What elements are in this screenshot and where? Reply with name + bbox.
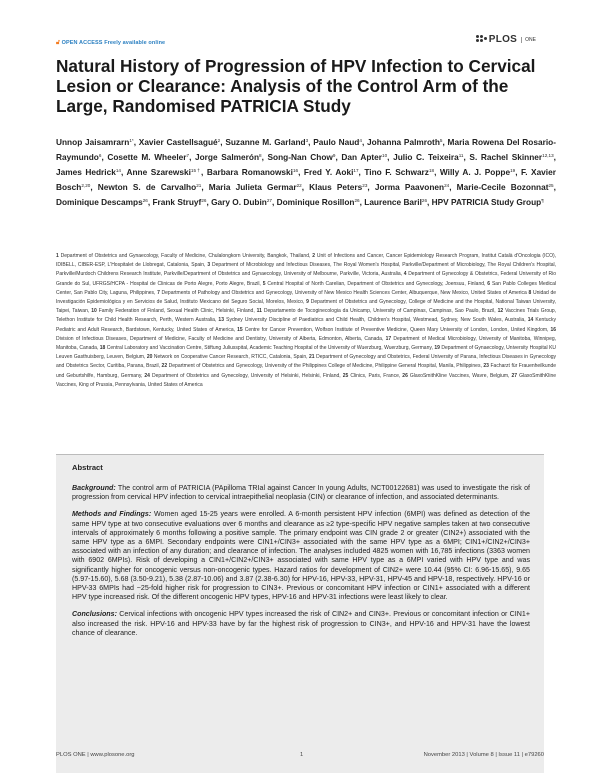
author-affiliation-marker: 2 (217, 138, 221, 143)
abstract-section-label: Methods and Findings: (72, 510, 152, 519)
author-name: Dan Apter (341, 152, 383, 163)
author-affiliation-marker: 6 (98, 153, 102, 159)
affiliation-number: 20 (146, 354, 153, 361)
affiliation-number: 26 (402, 372, 408, 379)
affiliation-number: 8 (528, 289, 532, 296)
author-affiliation-marker: 14 (115, 168, 121, 174)
author-affiliation-marker: 7 (186, 153, 190, 159)
affiliation-number: 18 (99, 345, 106, 352)
open-access-label: OPEN ACCESS Freely available online (61, 40, 166, 46)
author-affiliation-marker: 26 (354, 198, 360, 204)
author-name: Song-Nan Chow (267, 152, 333, 163)
author-name: Jorge Salmerón (195, 152, 260, 163)
author-affiliation-marker: 9 (332, 153, 336, 159)
affiliation-number: 11 (256, 308, 262, 315)
affiliation-text: Department of Obstetrics and Gynecology, University of the Philippines College of Medicine, Philippine General Hospital, Manila, Philippines, (168, 363, 482, 370)
author-name: Julio C. Teixeira (393, 152, 459, 163)
affiliation-number: 27 (511, 372, 518, 379)
author-name: Laurence Baril (364, 197, 422, 208)
author-name: Newton S. de Carvalho (97, 182, 197, 193)
author-list: Unnop Jaisamrarn$^{1*}$, Xavier Castellsagué$^2$, Suzanne M. Garland$^3$, Paulo Naud$^4$, Johanna Palmroth$^5$, Maria Rowena Del Rosario-Raymundo$^6$, Cosette M. Wheeler$^7$, Jorge Salmerón$^8$, Song-Nan Chow$^9$, Dan Apter$^{10}$, Julio C. Teixeira$^{11}$, S. Rachel Skinner$^{12,13}$, James Hedrick$^{14}$, Anne Szarewski$^{15\dagger}$, Barbara Romanowski$^{16}$, Fred Y. Aoki$^{17}$, Tino F. Schwarz$^{18}$, Willy A. J. Poppe$^{19}$, F. Xavier Bosch$^{2,20}$, Newton S. de Carvalho$^{21}$, Maria Julieta Germar$^{22}$, Klaus Peters$^{23}$, Jorma Paavonen$^{24}$, Marie-Cecile Bozonnat$^{25}$, Dominique Descamps$^{26}$, Frank Struyf$^{26}$, Gary O. Dubin$^{27}$, Dominique Rosillon$^{26}$, Laurence Baril$^{26}$, HPV PATRICIA Study Group¶ (56, 137, 556, 208)
abstract-section-label: Background: (72, 484, 116, 492)
author-affiliation-marker: 24 (444, 183, 450, 189)
affiliation-text: Kentucky Pediatric and Adult Research, Bardstown, Kentucky, United States of America, (56, 317, 556, 333)
author-affiliation-marker: 26 (201, 198, 207, 204)
affiliation-text: Department of Gynecology and Obstetrics, Federal University of Parana, Infectious Diseases in Gynecology and Obstetrics Sector, Curitiba, Parana, Brazil, (56, 354, 557, 370)
affiliation-number: 2 (312, 253, 315, 259)
affiliation-text: Unit of Infections and Cancer, Cancer Epidemiology Research Program, Institut Català d'Oncologia (ICO), IDIBELL, CIBER-ESP, L'Hospitalet de Llobregat, Catalonia, Spain, (56, 253, 557, 269)
author-affiliation-marker: 17 (353, 168, 359, 174)
abstract-sections (72, 484, 530, 638)
author-name: James Hedrick (56, 167, 116, 178)
author-name: Suzanne M. Garland (225, 137, 306, 147)
affiliation-number: 24 (144, 372, 150, 379)
author-name: Maria Julieta Germar (208, 182, 297, 193)
author-name: S. Rachel Skinner (469, 152, 543, 163)
author-name: Frank Struyf (152, 197, 202, 208)
affiliation-text: Department of Gynaecology, University Hospital KU Leuven Gasthuisberg, Leuven, Belgium, (56, 345, 557, 361)
affiliation-number: 14 (527, 317, 534, 324)
author-name: Xavier Castellsagué (138, 137, 218, 147)
abstract-section-text: Women aged 15-25 years were enrolled. A 6-month persistent HPV infection (6MPI) was defined as detection of the same HPV type at two consecutive evaluations over 6 months and clearance as ≥2 type-specific HPV negative samples taken at two consecutive intervals of approximately 6 months following a positive sample. The primary endpoint was CIN grade 2 or greater (CIN2+) associated with the same HPV type as a 6MPI. Secondary endpoints were CIN1+/CIN3+ associated with the same HPV type as a 6MPI; CIN1+/CIN2+/CIN3+ associated with an infection of any duration; and clearance of infection. The analyses included 4825 women with 16,785 infections (3363 women with 6902 6MPIs). Risk of developing a CIN1+/CIN2+/CIN3+ associated with same HPV type as a 6MPI varied with HPV type and was significantly higher for oncogenic versus non-oncogenic types. Hazard ratios for development of CIN2+ were 10.44 (95% CI: 6.96-15.65), 9.65 (5.97-15.60), 5.68 (3.50-9.21), 5.38 (2.87-10.06) and 3.87 (2.38-6.30) for HPV-16, HPV-33, HPV-31, HPV-45 and HPV-18, respectively. HPV-16 or HPV-33 6MPIs had ~25-fold higher risk for progression to CIN3+. Previous or concomitant HPV infection or CIN1+ associated with a different HPV type increased risk. Of the different oncogenic HPV types, HPV-16 and HPV-31 infections were least likely to clear. (72, 510, 530, 602)
author-affiliation-marker: ¶ (541, 198, 544, 204)
author-name: F. Xavier Bosch (56, 167, 556, 193)
affiliation-text: Department of Obstetrics and Gynaecology, Faculty of Medicine, Chulalongkorn University, Bangkok, Thailand, (60, 253, 311, 259)
author-affiliation-marker: 2,20 (81, 183, 91, 189)
affiliation-text: Departamento de Tocoginecologia da Unicamp, University of Campinas, Campinas, Sao Paulo, Brazil, (263, 308, 496, 315)
affiliation-text: Central Laboratory and Vaccination Centre, Stiftung Juliusspital, Academic Teaching Hospital of the University of Wuerzburg, Wuerzburg, Germany, (106, 345, 433, 352)
affiliation-number: 1 (56, 253, 59, 259)
author-affiliation-marker: 27 (266, 198, 272, 204)
author-name: Gary O. Dubin (211, 197, 267, 208)
author-affiliation-marker: 23 (362, 183, 368, 189)
author-affiliation-marker: 12,13 (542, 153, 554, 159)
author-name: Klaus Peters (309, 182, 363, 193)
author-name: Dominique Rosillon (276, 197, 355, 208)
affiliation-number: 7 (157, 289, 160, 296)
page-footer (56, 752, 544, 762)
author-affiliation-marker: 11 (458, 153, 464, 159)
author-name: Barbara Romanowski (206, 167, 293, 178)
affiliation-number: 15 (237, 326, 243, 333)
author-affiliation-marker: 21 (196, 183, 202, 189)
affiliation-text: San Pablo Colleges Medical Center, San Pablo City, Laguna, Philippines, (56, 280, 557, 296)
affiliation-number: 4 (403, 271, 407, 278)
author-name: Jorma Paavonen (374, 182, 445, 193)
author-name: Cosette M. Wheeler (107, 152, 187, 163)
affiliation-text: Family Federation of Finland, Sexual Health Clinic, Helsinki, Finland, (98, 308, 255, 315)
author-name: HPV PATRICIA Study Group (431, 197, 542, 208)
author-name: Unnop Jaisamrarn (56, 137, 130, 147)
affiliation-text: Department of Gynecology & Obstetrics, Federal University of Rio Grande do Sul, UFRGS/HCPA - Hospital de Clinicas de Porto Alegre, Porto Alegre, Brazil, (56, 271, 557, 287)
plos-logo-icon (476, 35, 486, 45)
footer-citation: November 2013 | Volume 8 | Issue 11 | e79260 (423, 752, 544, 758)
author-name: Tino F. Schwarz (364, 167, 429, 178)
abstract-section (72, 510, 530, 602)
author-name: Dominique Descamps (56, 197, 143, 208)
affiliation-number: 9 (306, 299, 309, 306)
affiliation-text: Centre for Cancer Prevention, Wolfson Institute of Preventive Medicine, Queen Mary University of London, London, United Kingdom, (244, 326, 549, 333)
affiliation-number: 10 (91, 308, 97, 315)
affiliation-number: 23 (483, 363, 489, 370)
author-affiliation-marker: 25 (548, 183, 554, 189)
abstract-box (56, 454, 544, 773)
affiliation-text: Vaccines Trials Group, Telethon Institute for Child Health Research, Perth, Western Australia, (56, 308, 557, 324)
author-affiliation-marker: 4 (359, 138, 362, 143)
affiliation-number: 21 (309, 354, 315, 361)
abstract-section (72, 610, 530, 638)
author-affiliation-marker: 26 (421, 198, 428, 204)
affiliation-text: Department of Obstetrics and Gynecology, University of Helsinki, Helsinki, Finland, (152, 372, 341, 379)
affiliation-number: 17 (385, 335, 392, 342)
journal-logo-text: PLOS (488, 34, 518, 45)
affiliation-text: Division of Infectious Diseases, Department of Medicine, Faculty of Medicine and Dentistry, University of Alberta, Edmonton, Alberta, Canada, (56, 335, 384, 342)
author-affiliation-marker: 3 (305, 138, 309, 143)
affiliation-number: 12 (497, 308, 504, 315)
author-affiliation-marker: 10 (382, 153, 388, 159)
affiliation-number: 3 (207, 262, 211, 269)
affiliation-text: Departments of Pathology and Obstetrics and Gynecology, University of New Mexico Health Sciences Center, Albuquerque, New Mexico, United States of America (161, 289, 527, 296)
affiliation-text: GlaxoSmithKline Vaccines, King of Prussia, Pennsylvania, United States of America (56, 372, 557, 388)
author-affiliation-marker: 22 (296, 183, 302, 189)
affiliation-text: GlaxoSmithKline Vaccines, Wavre, Belgium, (409, 372, 510, 379)
affiliation-number: 13 (218, 317, 224, 324)
abstract-section-label: Conclusions: (72, 610, 117, 619)
author-affiliation-marker: 15† (190, 168, 202, 174)
author-affiliation-marker: 16 (292, 168, 299, 174)
open-access-icon: 🔓︎ (56, 40, 60, 46)
affiliation-number: 6 (487, 280, 491, 287)
author-name: Marie-Cecile Bozonnat (456, 182, 549, 193)
abstract-section-text: Cervical infections with oncogenic HPV types increased the risk of CIN2+ and CIN3+. Previous or concomitant infection or CIN1+ also increased the risk. HPV-16 and HPV-33 have by far the highest risk of progression to CIN3+, and HPV-16 and HPV-31 have the lowest chance of clearance. (72, 610, 530, 637)
affiliation-text: Clinics, Paris, France, (350, 372, 401, 379)
journal-logo (476, 34, 536, 45)
affiliation-text: Sydney University Discipline of Paediatrics and Child Health, Children's Hospital, Westmead, Sydney, New South Wales, Australia, (226, 317, 526, 324)
author-affiliation-marker: 8 (259, 153, 262, 159)
author-affiliation-marker: 5 (439, 138, 443, 143)
affiliation-list (56, 252, 556, 390)
author-name: Paulo Naud (313, 137, 360, 147)
affiliation-text: Department of Obstetrics and Gynecology, College of Medicine and the Hospital, National Taiwan University, Taipei, Taiwan, (56, 299, 557, 315)
author-affiliation-marker: 1* (129, 138, 134, 143)
affiliation-number: 5 (262, 280, 266, 287)
affiliation-number: 22 (161, 363, 168, 370)
page-number: 1 (300, 752, 304, 758)
author-name: Willy A. J. Poppe (439, 167, 511, 178)
abstract-section-text: The control arm of PATRICIA (PApilloma TRIal against Cancer In young Adults, NCT00122681) was used to investigate the risk of progression from cervical HPV infection to cervical intraepithelial neoplasia (CIN) or clearance of infection, and associated determinants. (72, 484, 531, 502)
author-name: Fred Y. Aoki (303, 167, 354, 178)
affiliation-number: 19 (434, 345, 440, 352)
author-affiliation-marker: 18 (428, 168, 435, 174)
author-name: Anne Szarewski (126, 167, 191, 178)
affiliation-text: Department of Microbiology and Infectious Diseases, The Royal Women's Hospital, Parkville/Department of Microbiology, The Royal Children's Hospital, Parkville/Murdoch Childrens Research Institute, Parkville/Department of Obstetrics and Gynaecology, University of Melbourne, Parkville, Victoria, Australia, (56, 262, 557, 278)
author-affiliation-marker: 19 (510, 168, 516, 174)
affiliation-text: Network on Cooperative Cancer Research, RTICC, Catalonia, Spain, (153, 354, 308, 361)
affiliation-text: Central Hospital of North Carelian, Department of Obstetrics and Gynecology, Joensuu, Finland, (267, 280, 486, 287)
affiliation-number: 25 (342, 372, 349, 379)
journal-logo-sub: ONE (521, 37, 536, 43)
affiliation-text: Unidad de Investigación Epidemiológica y en Servicios de Salud, Instituto Mexicano del Seguro Social, Morelos, Mexico, (56, 289, 557, 306)
open-access-banner (56, 40, 165, 47)
article-title: Natural History of Progression of HPV Infection to Cervical Lesion or Clearance: Analysis of the Control Arm of the Large, Randomised PATRICIA Study (56, 56, 536, 116)
footer-journal-url: PLOS ONE | www.plosone.org (56, 752, 135, 758)
author-affiliation-marker: 26 (142, 198, 148, 204)
affiliation-text: Facharzt für Frauenheilkunde und Geburtshilfe, Hamburg, Germany, (56, 363, 557, 379)
abstract-heading: Abstract (72, 463, 103, 472)
abstract-section (72, 484, 530, 502)
affiliation-number: 16 (550, 326, 557, 333)
author-name: Maria Rowena Del Rosario-Raymundo (56, 137, 556, 163)
affiliation-text: Department of Medical Microbiology, University of Manitoba, Winnipeg, Manitoba, Canada, (56, 335, 557, 352)
author-name: Johanna Palmroth (367, 137, 440, 147)
